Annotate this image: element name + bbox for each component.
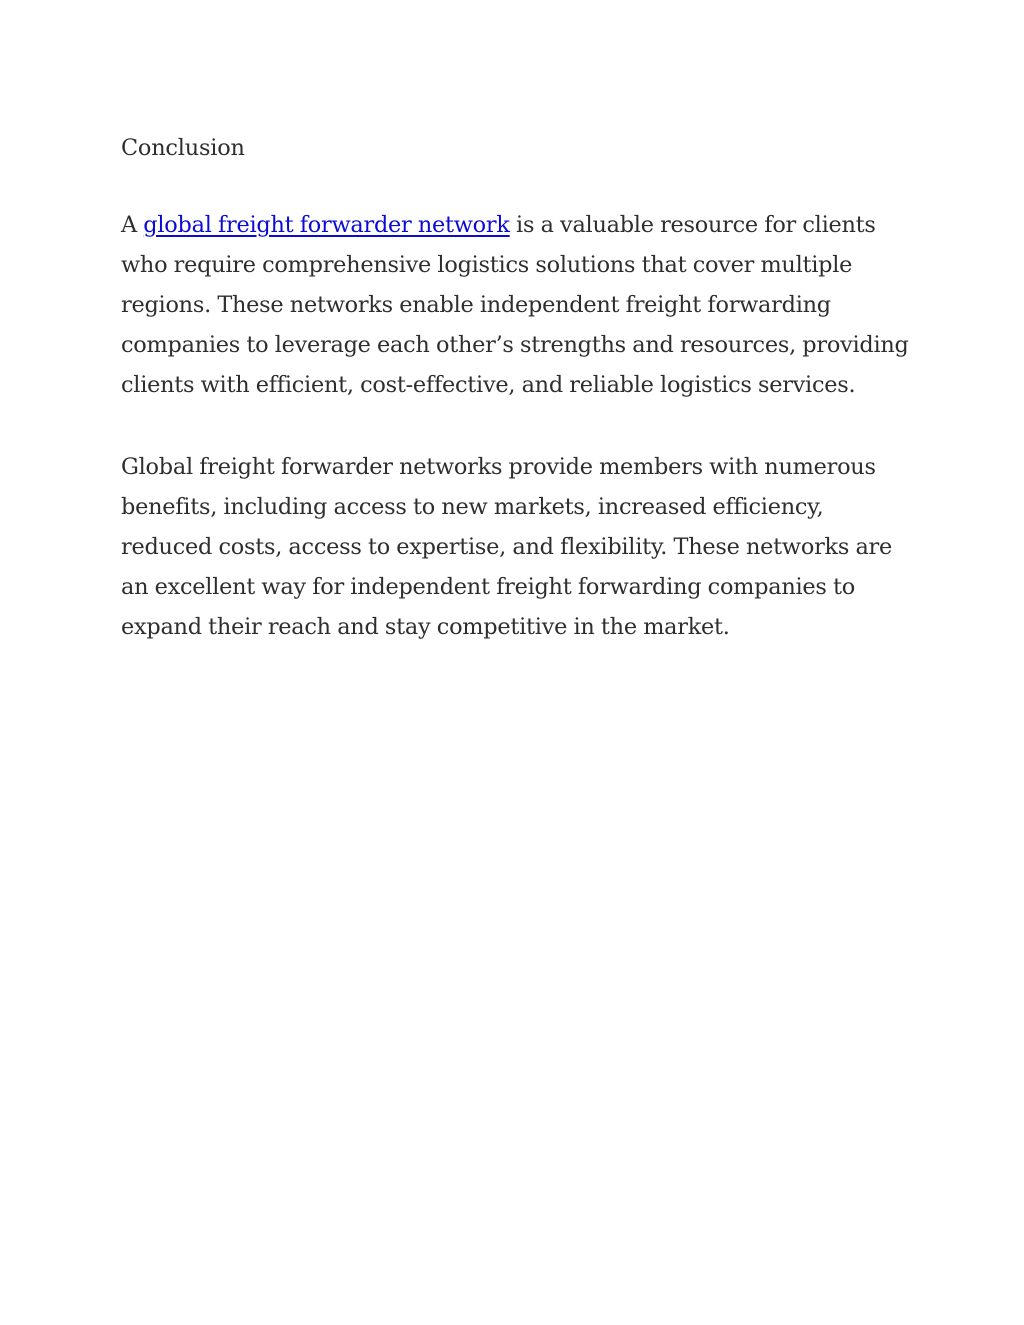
document-page (121, 128, 911, 689)
paragraph-intro-suffix: is a valuable resource for clients who require comprehensive logistics solutions that cover multiple regions. These networks enable independent freight forwarding companies to leverage each other’s strengths and resources, providing clients with efficient, cost-effective, and reliable logistics services. (121, 212, 909, 398)
section-heading: Conclusion (121, 135, 245, 161)
paragraph-intro (121, 205, 911, 405)
paragraph-intro-prefix: A (121, 212, 144, 238)
global-freight-forwarder-network-link[interactable]: global freight forwarder network (143, 212, 510, 238)
paragraph-benefits: Global freight forwarder networks provide members with numerous benefits, including access to new markets, increased efficiency, reduced costs, access to expertise, and flexibility. These networks are an excellent way for independent freight forwarding companies to expand their reach and stay competitive in the market. (121, 454, 892, 640)
